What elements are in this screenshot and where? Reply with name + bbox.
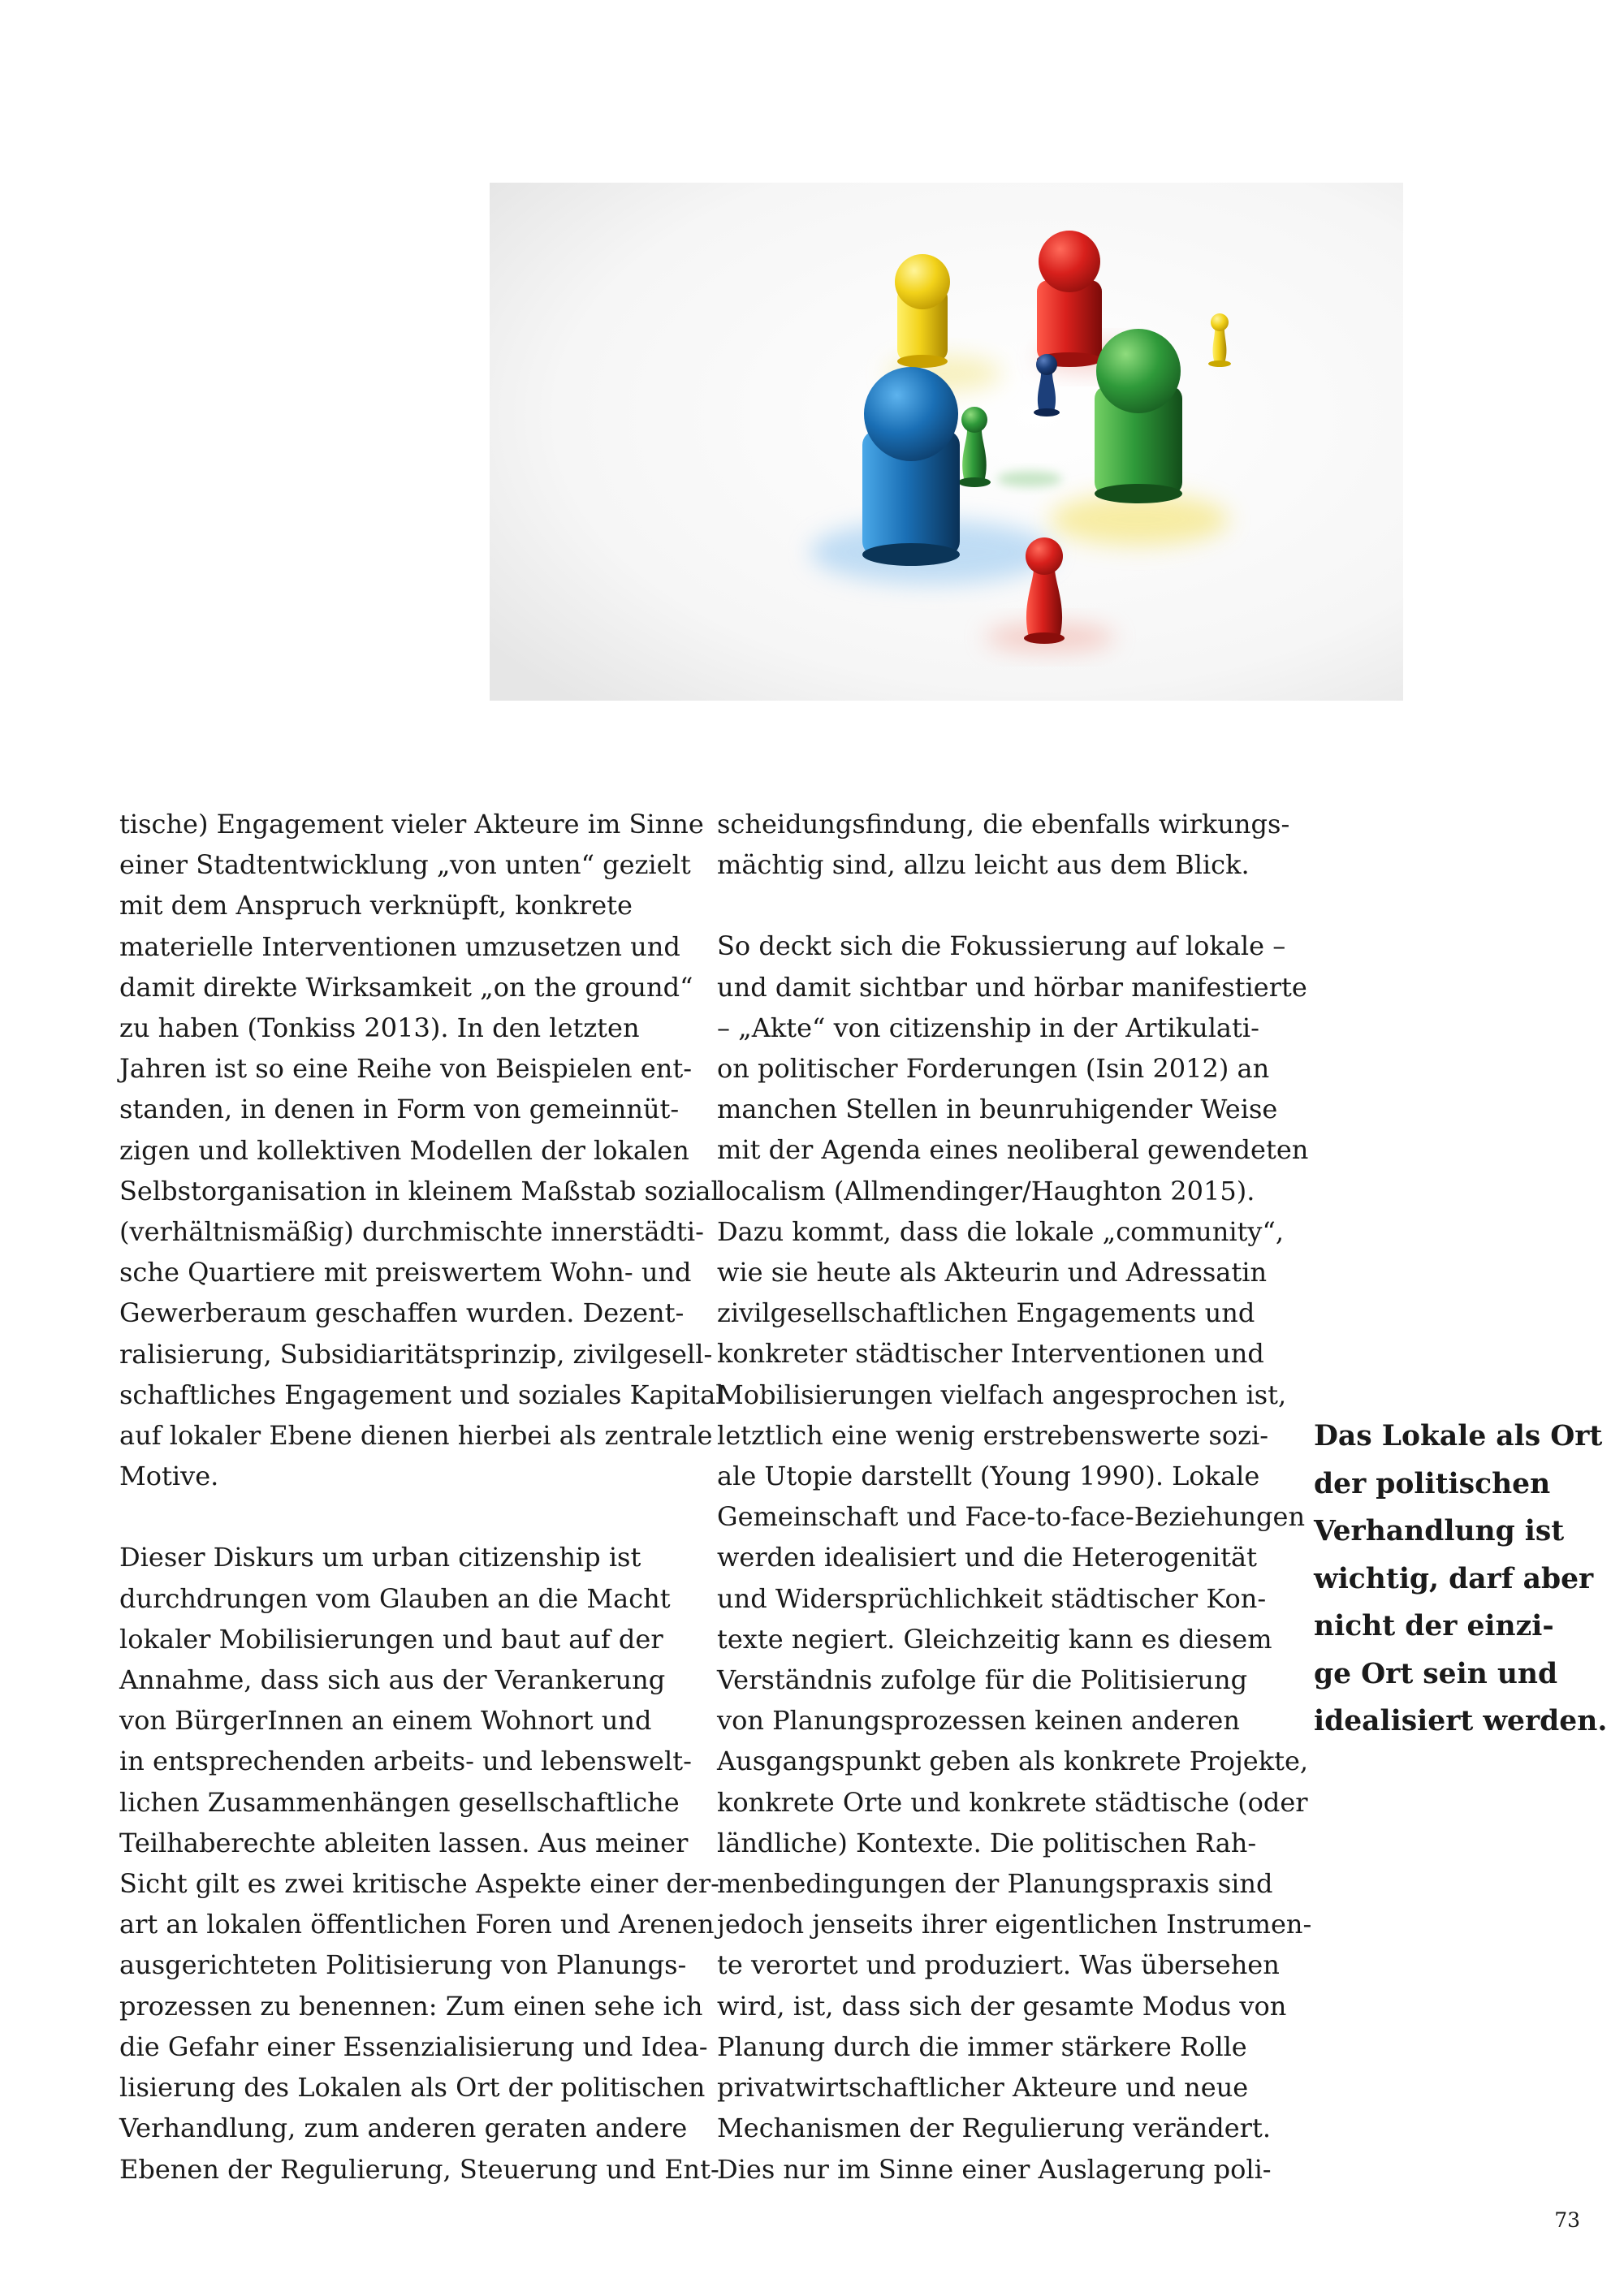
text-line: Selbstorganisation in kleinem Maßstab sozial xyxy=(119,1175,719,1206)
text-line: mit dem Anspruch verknüpft, konkrete xyxy=(119,890,633,921)
text-line: durchdrungen vom Glauben an die Macht xyxy=(119,1582,671,1614)
text-line: zivilgesellschaftlichen Engagements und xyxy=(717,1297,1255,1329)
game-pieces-illustration xyxy=(490,183,1403,701)
pull-quote-line: idealisiert werden. xyxy=(1314,1705,1608,1737)
text-line: wie sie heute als Akteurin und Adressatin xyxy=(717,1257,1268,1288)
text-line: ausgerichteten Politisierung von Planungs- xyxy=(119,1949,687,1981)
text-line: ale Utopie darstellt (Young 1990). Lokale xyxy=(717,1461,1260,1492)
text-line: Ebenen der Regulierung, Steuerung und Ent- xyxy=(119,2153,719,2185)
text-line: von Planungsprozessen keinen anderen xyxy=(717,1705,1240,1737)
text-line: konkrete Orte und konkrete städtische (oder xyxy=(717,1786,1308,1818)
text-line: Verständnis zufolge für die Politisierung xyxy=(717,1664,1248,1696)
text-line: materielle Interventionen umzusetzen und xyxy=(119,930,680,962)
text-line: manchen Stellen in beunruhigender Weise xyxy=(717,1094,1278,1125)
pull-quote xyxy=(1314,1413,1606,1746)
text-line: mit der Agenda eines neoliberal gewendeten xyxy=(717,1134,1309,1166)
text-line: von BürgerInnen an einem Wohnort und xyxy=(119,1705,652,1737)
text-line: on politischer Forderungen (Isin 2012) an xyxy=(717,1053,1270,1085)
text-line: konkreter städtischer Interventionen und xyxy=(717,1338,1264,1370)
text-line: in entsprechenden arbeits- und lebenswelt- xyxy=(119,1746,692,1777)
text-line: sche Quartiere mit preiswertem Wohn- und xyxy=(119,1257,692,1288)
text-line: Ausgangspunkt geben als konkrete Projekte, xyxy=(717,1746,1309,1777)
text-line: (verhältnismäßig) durchmischte innerstädti- xyxy=(119,1216,704,1248)
text-line: auf lokaler Ebene dienen hierbei als zentrale xyxy=(119,1420,713,1452)
text-line: privatwirtschaftlicher Akteure und neue xyxy=(717,2072,1249,2104)
text-line: Teilhaberechte ableiten lassen. Aus meiner xyxy=(119,1827,689,1858)
text-line: schaftliches Engagement und soziales Kapital xyxy=(119,1379,724,1410)
text-line: Mobilisierungen vielfach angesprochen ist, xyxy=(717,1379,1287,1410)
text-line: menbedingungen der Planungspraxis sind xyxy=(717,1868,1273,1900)
red-figure xyxy=(1037,231,1102,367)
text-line: Planung durch die immer stärkere Rolle xyxy=(717,2031,1247,2062)
text-line: Dazu kommt, dass die lokale „community“, xyxy=(717,1215,1285,1247)
paragraph xyxy=(717,926,1312,2189)
text-line: Sicht gilt es zwei kritische Aspekte einer der- xyxy=(119,1868,719,1900)
text-line: jedoch jenseits ihrer eigentlichen Instrumen- xyxy=(717,1909,1312,1940)
text-line: damit direkte Wirksamkeit „on the ground“ xyxy=(119,971,693,1003)
left-text-column xyxy=(119,804,724,2190)
text-line: lichen Zusammenhängen gesellschaftliche xyxy=(119,1786,680,1818)
pull-quote-line: Verhandlung ist xyxy=(1314,1515,1565,1547)
page-number: 73 xyxy=(1554,2208,1580,2232)
pull-quote-line: Das Lokale als Ort xyxy=(1314,1420,1603,1452)
text-line: tische) Engagement vieler Akteure im Sinne xyxy=(119,809,704,839)
text-line: ralisierung, Subsidiaritätsprinzip, zivilgesell- xyxy=(119,1338,713,1370)
text-line: Jahren ist so eine Reihe von Beispielen ent- xyxy=(119,1053,693,1085)
small-red-pawn xyxy=(1024,537,1065,644)
green-figure xyxy=(1095,329,1182,503)
text-line: werden idealisiert und die Heterogenität xyxy=(717,1542,1257,1573)
text-line: localism (Allmendinger/Haughton 2015). xyxy=(717,1175,1255,1206)
text-line: Verhandlung, zum anderen geraten andere xyxy=(119,2113,688,2144)
text-line: mächtig sind, allzu leicht aus dem Blick. xyxy=(717,849,1250,881)
text-line: art an lokalen öffentlichen Foren und Arenen xyxy=(119,1909,715,1940)
text-line: Dieser Diskurs um urban citizenship ist xyxy=(119,1542,641,1573)
paragraph xyxy=(119,804,724,1496)
text-line: Gewerberaum geschaffen wurden. Dezent- xyxy=(119,1297,685,1329)
text-line: So deckt sich die Fokussierung auf lokale – xyxy=(717,930,1286,962)
text-line: ländliche) Kontexte. Die politischen Rah- xyxy=(717,1827,1257,1858)
text-line: Mechanismen der Regulierung verändert. xyxy=(717,2113,1271,2144)
text-line: und Widersprüchlichkeit städtischer Kon- xyxy=(717,1582,1267,1614)
yellow-figure xyxy=(895,254,950,368)
text-line: wird, ist, dass sich der gesamte Modus von xyxy=(717,1990,1287,2022)
text-line: texte negiert. Gleichzeitig kann es diesem xyxy=(717,1623,1272,1655)
paragraph-gap xyxy=(119,1496,680,1537)
text-line: scheidungsfindung, die ebenfalls wirkungs- xyxy=(717,809,1290,839)
text-line: Dies nur im Sinne einer Auslagerung poli- xyxy=(717,2153,1272,2185)
paragraph-gap xyxy=(717,885,1285,926)
text-line: lisierung des Lokalen als Ort der politischen xyxy=(119,2072,706,2104)
text-line: letztlich eine wenig erstrebenswerte sozi- xyxy=(717,1419,1269,1451)
text-line: Annahme, dass sich aus der Verankerung xyxy=(119,1664,666,1696)
text-line: zigen und kollektiven Modellen der lokalen xyxy=(119,1134,689,1166)
blue-figure xyxy=(862,367,960,566)
text-line: zu haben (Tonkiss 2013). In den letzten xyxy=(119,1012,640,1044)
pull-quote-line: wichtig, darf aber xyxy=(1314,1562,1594,1595)
text-line: und damit sichtbar und hörbar manifestierte xyxy=(717,971,1307,1003)
text-line: Gemeinschaft und Face-to-face-Beziehungen xyxy=(717,1501,1306,1533)
text-line: te verortet und produziert. Was übersehen xyxy=(717,1949,1280,1981)
game-pieces-photo xyxy=(490,183,1403,701)
middle-text-column xyxy=(717,804,1312,2190)
pull-quote-line: nicht der einzi- xyxy=(1314,1610,1554,1642)
pull-quote-line: ge Ort sein und xyxy=(1314,1657,1558,1690)
text-line: standen, in denen in Form von gemeinnüt- xyxy=(119,1094,680,1125)
text-line: einer Stadtentwicklung „von unten“ gezielt xyxy=(119,849,691,881)
text-line: prozessen zu benennen: Zum einen sehe ich xyxy=(119,1990,703,2022)
text-line: lokaler Mobilisierungen und baut auf der xyxy=(119,1623,663,1655)
pull-quote-line: der politischen xyxy=(1314,1467,1551,1500)
paragraph xyxy=(717,804,1290,885)
paragraph xyxy=(119,1537,719,2189)
text-line: die Gefahr einer Essenzialisierung und Idea- xyxy=(119,2031,708,2062)
text-line: – „Akte“ von citizenship in der Artikulati- xyxy=(717,1012,1259,1043)
text-line: Motive. xyxy=(119,1461,219,1492)
